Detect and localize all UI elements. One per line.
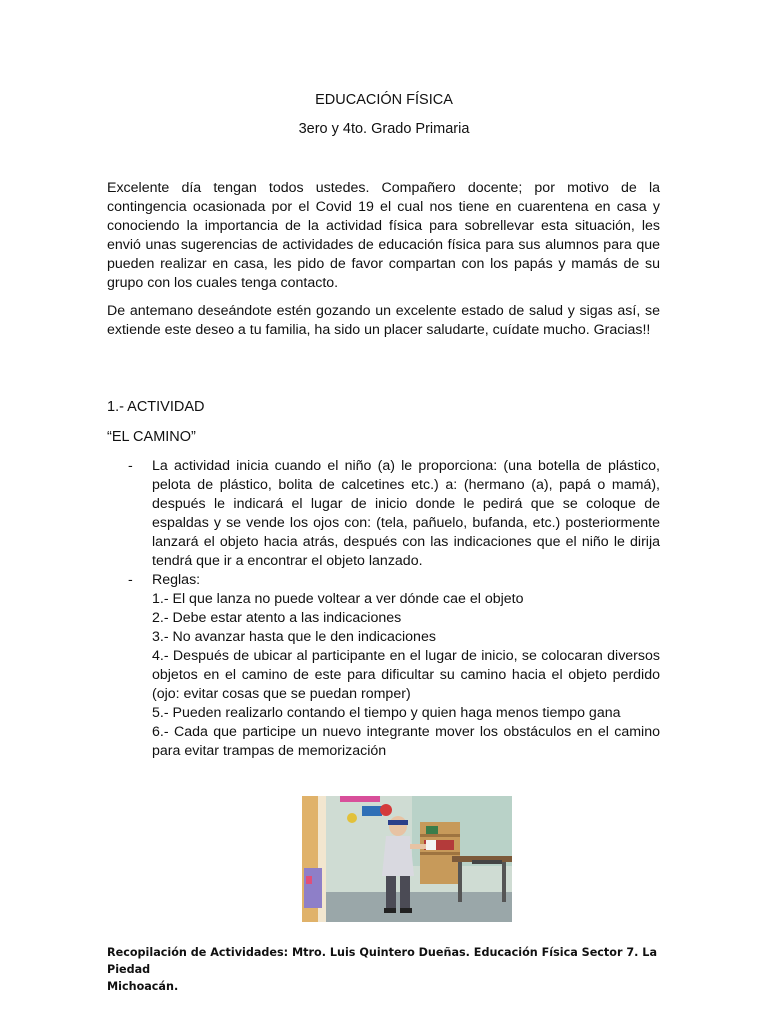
rule-item: 6.- Cada que participe un nuevo integrante mover los obstáculos en el camino para evitar trampas de memorización bbox=[152, 724, 660, 759]
rule-item: 2.- Debe estar atento a las indicaciones bbox=[152, 610, 402, 626]
document-title: EDUCACIÓN FÍSICA bbox=[315, 92, 453, 108]
rules-label: Reglas: bbox=[152, 572, 201, 588]
intro-paragraph: Excelente día tengan todos ustedes. Compañero docente; por motivo de la contingencia ocasionada por el Covid 19 el cual nos tiene en cuarentena en casa y conociendo la importancia de la actividad física para sobrellevar esta situación, les envió unas sugerencias de actividades de educación física para sus alumnos para que pueden realizar en casa, les pido de favor compartan con los papás y mamás de su grupo con los cuales tenga contacto. bbox=[107, 180, 660, 291]
bullet-dash: - bbox=[128, 458, 133, 474]
rule-item: 1.- El que lanza no puede voltear a ver dónde cae el objeto bbox=[152, 591, 524, 607]
rule-item: 3.- No avanzar hasta que le den indicaciones bbox=[152, 629, 436, 645]
rule-item: 4.- Después de ubicar al participante en el lugar de inicio, se colocaran diversos objetos en el camino de este para dificultar su camino hacia el objeto perdido (ojo: evitar cosas que se puedan romper) bbox=[152, 648, 660, 702]
rule-item: 5.- Pueden realizarlo contando el tiempo y quien haga menos tiempo gana bbox=[152, 705, 621, 721]
list-item bbox=[107, 571, 660, 761]
footer-line: Recopilación de Actividades: Mtro. Luis Quintero Dueñas. Educación Física Sector 7. La Piedad bbox=[107, 946, 657, 976]
document-subtitle: 3ero y 4to. Grado Primaria bbox=[298, 121, 470, 137]
activity-photo bbox=[302, 796, 512, 922]
footer-credit bbox=[107, 944, 667, 995]
bullet-dash: - bbox=[128, 572, 133, 588]
footer-line: Michoacán. bbox=[107, 980, 179, 993]
activity-heading: 1.- ACTIVIDAD bbox=[107, 399, 205, 415]
activity-bullet-list bbox=[107, 457, 660, 761]
activity-name: “EL CAMINO” bbox=[107, 429, 196, 445]
activity-description: La actividad inicia cuando el niño (a) le proporciona: (una botella de plástico, pelota de plástico, bolita de calcetines etc.) a: (hermano (a), papá o mamá), después le indicará el lugar de inicio donde le pedirá que se coloque de espaldas y se vende los ojos con: (tela, pañuelo, bufanda, etc.) posteriormente lanzará el objeto hacia atrás, después con las indicaciones que el niño le dirija tendrá que ir a encontrar el objeto lanzado. bbox=[152, 458, 660, 569]
greeting-paragraph: De antemano deseándote estén gozando un excelente estado de salud y sigas así, se extiende este deseo a tu familia, ha sido un placer saludarte, cuídate mucho. Gracias!! bbox=[107, 303, 660, 338]
list-item bbox=[107, 457, 660, 571]
